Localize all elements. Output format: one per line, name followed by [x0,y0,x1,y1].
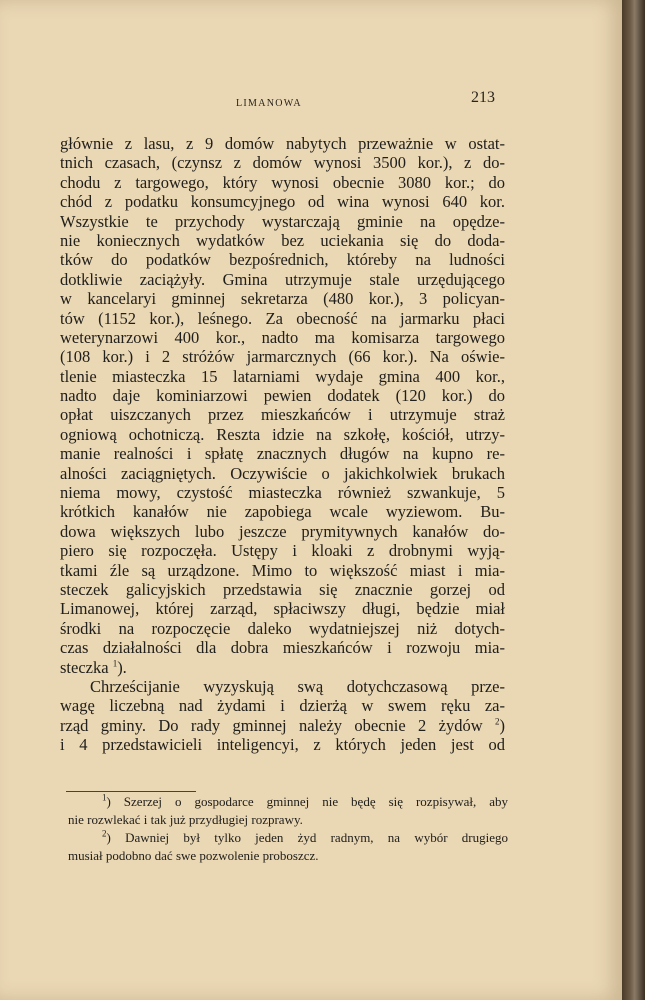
book-edge [622,0,645,1000]
text-line: tków do podatków bezpośrednich, któreby na ludności [60,250,505,270]
text-line: ogniową ochotniczą. Reszta idzie na szkołę, kościół, utrzy- [60,424,505,444]
footnote-rule [66,791,196,792]
text-line: Wszystkie te przychody wystarczają gminie na opędze- [60,211,505,231]
text-line: weterynarzowi 400 kor., nadto ma komisarza targowego [60,327,505,347]
footnote-text: ) Szerzej o gospodarce gminnej nie będę się rozpisywał, aby [106,794,508,809]
text-line: tkami źle są urządzone. Mimo to większość miast i mia- [60,560,505,580]
text-line: środki na rozpoczęcie daleko wydatniejszej niż dotych- [60,618,505,638]
running-head: LIMANOWA [236,98,302,109]
footnote-2-line: musiał podobno dać swe pozwolenie proboszcz. [68,848,319,863]
page-header [0,86,622,116]
text-line: opłat uiszczanych przez mieszkańców i utrzymuje straż [60,405,505,425]
footnote-2-line [68,829,508,847]
page-number: 213 [471,89,495,106]
footnote-text: ) Dawniej był tylko jeden żyd radnym, na wybór drugiego [106,830,508,845]
text-line: w kancelaryi gminnej sekretarza (480 kor.), 3 policyan- [60,289,505,309]
text-line: czas działalności dla dobra mieszkańców i rozwoju mia- [60,638,505,658]
text-line: (108 kor.) i 2 stróżów jarmarcznych (66 kor.). Na oświe- [60,347,505,367]
text-line-paragraph-end [60,658,505,677]
footnote-mark-1: 1 [102,792,107,803]
text-line: krótkich kanałów nie zapobiega wcale wyziewom. Bu- [60,502,505,522]
footnotes [68,793,508,865]
text-line-paragraph-start: Chrześcijanie wyzyskują swą dotychczasową prze- [90,676,505,696]
text-line: tnich czasach, (czynsz z domów wynosi 3500 kor.), z do- [60,153,505,173]
text-line: i 4 przedstawicieli inteligencyi, z których jeden jest od [60,735,505,755]
footnote-ref-2: 2 [495,716,500,727]
body-text [60,134,505,755]
footnote-ref-1: 1 [112,658,118,669]
text-line: chodu z targowego, który wynosi obecnie 3080 kor.; do [60,172,505,192]
text-line: niema mowy, czystość miasteczka również szwankuje, 5 [60,483,505,503]
footnote-1-line [68,793,508,811]
text-line: steczek galicyjskich przedstawia się znacznie gorzej od [60,579,505,599]
text-line: wagę liczebną nad żydami i dzierżą w swem ręku za- [60,696,505,716]
footnote-1-line: nie rozwlekać i tak już przydługiej rozprawy. [68,812,303,827]
text-line: głównie z lasu, z 9 domów nabytych przeważnie w ostat- [60,134,505,153]
text-line: nadto daje kominiarzowi pewien dodatek (120 kor.) do [60,386,505,406]
text-line: piero się rozpoczęła. Ustępy i kloaki z drobnymi wyją- [60,541,505,561]
text-line: tlenie miasteczka 15 latarniami wydaje gmina 400 kor., [60,366,505,386]
text-line: alności zaciągniętych. Oczywiście o jakichkolwiek brukach [60,463,505,483]
text-line: chód z podatku konsumcyjnego od wina wynosi 640 kor. [60,192,505,212]
text-line: Limanowej, której zarząd, spłaciwszy długi, będzie miał [60,599,505,619]
text-line: rząd gminy. Do rady gminnej należy obecnie 2 żydów $^2$) [60,715,505,735]
text-line: dowa większych lubo jeszcze prymitywnych kanałów do- [60,521,505,541]
text-fragment: steczka [60,657,109,677]
footnote-mark-2: 2 [102,828,107,839]
text-line: manie realności i spłatę znacznych długów na kupno re- [60,444,505,464]
text-line: nie koniecznych wydatków bez uciekania się do doda- [60,230,505,250]
text-line: tów (1152 kor.), leśnego. Za obecność na jarmarku płaci [60,308,505,328]
text-line: dotkliwie zaciążyły. Gmina utrzymuje stale urzędującego [60,269,505,289]
text-fragment: rząd gminy. Do rady gminnej należy obecnie 2 żydów [60,715,483,735]
text-fragment: ). [117,657,127,677]
